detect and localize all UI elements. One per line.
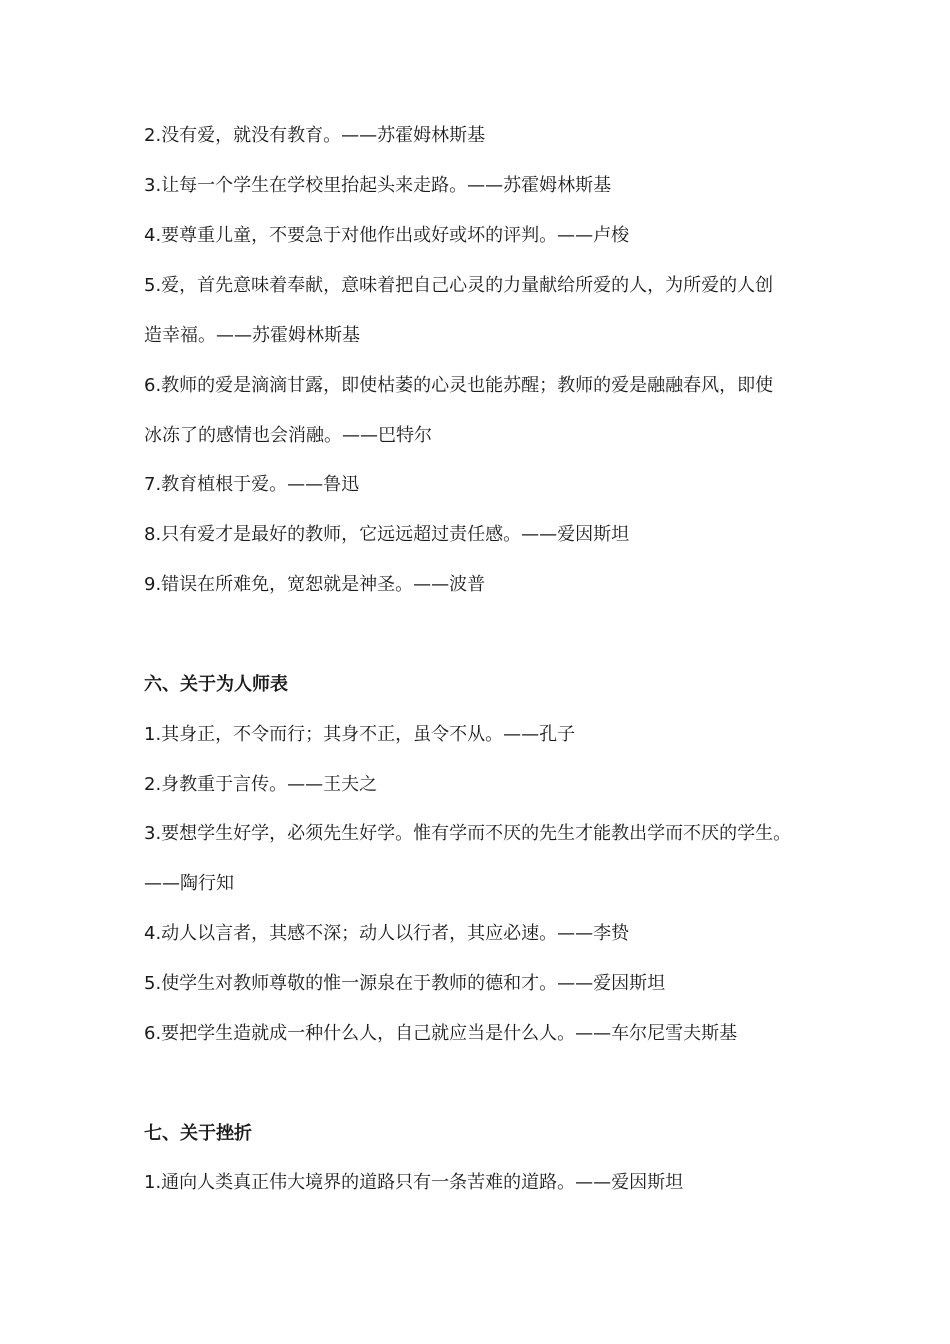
quote-line: 2.没有爱，就没有教育。——苏霍姆林斯基 — [144, 125, 486, 146]
quote-line-continuation: ——陶行知 — [144, 873, 234, 894]
quote-line: 2.身教重于言传。——王夫之 — [144, 774, 378, 795]
quote-line: 1.其身正，不令而行；其身不正，虽令不从。——孔子 — [144, 724, 576, 745]
quote-line-continuation: 造幸福。——苏霍姆林斯基 — [144, 325, 360, 346]
quote-line: 5.爱，首先意味着奉献，意味着把自己心灵的力量献给所爱的人，为所爱的人创 — [144, 275, 774, 296]
quote-line: 9.错误在所难免，宽恕就是神圣。——波普 — [144, 574, 486, 595]
quote-line: 8.只有爱才是最好的教师，它远远超过责任感。——爱因斯坦 — [144, 524, 630, 545]
quote-line: 1.通向人类真正伟大境界的道路只有一条苦难的道路。——爱因斯坦 — [144, 1172, 684, 1193]
quote-line: 4.动人以言者，其感不深；动人以行者，其应必速。——李贽 — [144, 923, 630, 944]
quote-line: 5.使学生对教师尊敬的惟一源泉在于教师的德和才。——爱因斯坦 — [144, 973, 666, 994]
quote-line: 6.要把学生造就成一种什么人，自己就应当是什么人。——车尔尼雪夫斯基 — [144, 1023, 738, 1044]
quote-line: 7.教育植根于爱。——鲁迅 — [144, 474, 360, 495]
quote-line: 6.教师的爱是滴滴甘露，即使枯萎的心灵也能苏醒；教师的爱是融融春风，即使 — [144, 375, 774, 396]
quote-line-continuation: 冰冻了的感情也会消融。——巴特尔 — [144, 425, 432, 446]
quote-line: 3.让每一个学生在学校里抬起头来走路。——苏霍姆林斯基 — [144, 175, 612, 196]
section-heading: 六、关于为人师表 — [144, 674, 288, 695]
section-heading: 七、关于挫折 — [144, 1123, 252, 1144]
quote-line: 3.要想学生好学，必须先生好学。惟有学而不厌的先生才能教出学而不厌的学生。 — [144, 823, 792, 844]
quote-line: 4.要尊重儿童，不要急于对他作出或好或坏的评判。——卢梭 — [144, 225, 630, 246]
